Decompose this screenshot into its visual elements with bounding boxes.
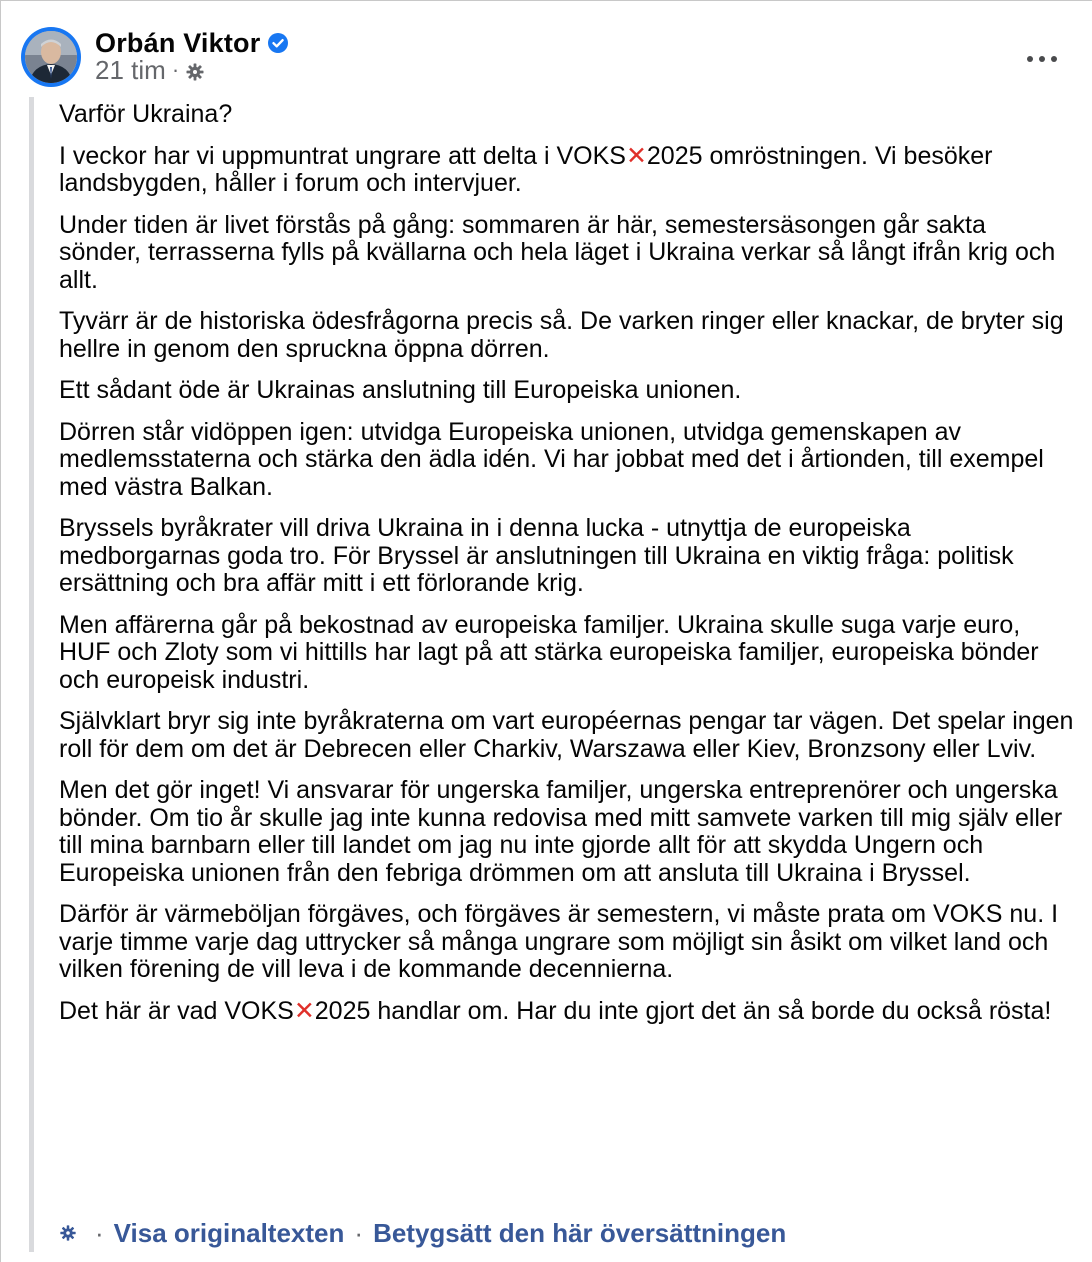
rate-translation-link[interactable]: Betygsätt den här översättningen [373,1217,787,1248]
meta-separator: · [171,57,180,82]
post-meta [95,54,205,85]
quote-bar [29,97,34,1252]
post-paragraph: Därför är värmeböljan förgäves, och förgäves är semestern, vi måste prata om VOKS nu. I varje timme varje dag uttrycker så många ungrare som möjligt sin åsikt om vilket land och vilken förening de vill leva i de kommande decennierna. [59,900,1059,983]
post-paragraph: Under tiden är livet förstås på gång: sommaren är här, semestersäsongen går sakta sönder, terrasserna fylls på kvällarna och hela läget i Ukraina verkar så långt ifrån krig och allt. [59,210,1056,294]
avatar-ring[interactable] [21,27,81,87]
post-paragraph [59,998,1074,1026]
post-paragraph [59,143,1074,198]
post-timestamp[interactable]: 21 tim [95,54,166,85]
red-x-emoji-icon: ✕ [293,996,315,1025]
footer-separator: · [354,1217,364,1248]
post-paragraph: Ett sådant öde är Ukrainas anslutning till Europeiska unionen. [59,376,742,404]
gear-icon [59,1224,77,1242]
more-dot [1027,56,1033,62]
post-paragraph: Självklart bryr sig inte byråkraterna om vart européernas pengar tar vägen. Det spelar ingen roll för dem om det är Debrecen eller Charkiv, Warszawa eller Kiev, Bronzsony eller Lviv. [59,707,1074,763]
post-header [21,27,1081,91]
paragraph-text: 2025 omröstningen. Vi besöker landsbygden, håller i forum och intervjuer. [59,141,993,197]
paragraph-text: 2025 handlar om. Har du inte gjort det än så borde du också rösta! [314,996,1052,1025]
author-line [95,29,288,57]
post-paragraph: Men affärerna går på bekostnad av europeiska familjer. Ukraina skulle suga varje euro, HUF och Zloty som vi hittills har lagt på att stärka europeiska familjer, europeiska bönder och europeisk industri. [59,610,1039,694]
gear-icon[interactable] [185,62,205,82]
avatar[interactable] [25,31,77,83]
paragraph-text: I veckor har vi uppmuntrat ungrare att delta i VOKS [59,141,626,170]
post-paragraph: Varför Ukraina? [59,100,233,128]
see-original-link[interactable]: Visa originaltexten [113,1217,345,1248]
avatar-photo-icon [25,31,77,83]
translation-footer [59,1215,786,1251]
paragraph-text: Det här är vad VOKS [59,996,294,1025]
post-paragraph: Dörren står vidöppen igen: utvidga Europeiska unionen, utvidga gemenskapen av medlemsstaterna och stärka den ädla idén. Vi har jobbat med det i årtionden, till exempel med västra Balkan. [59,417,1044,501]
red-x-emoji-icon: ✕ [625,141,647,170]
post-body [59,101,1074,1039]
verified-badge-icon [268,33,288,53]
footer-separator: · [95,1217,104,1248]
post-paragraph: Men det gör inget! Vi ansvarar för ungerska familjer, ungerska entreprenörer och ungerska bönder. Om tio år skulle jag inte kunna redovisa med mitt samvete varken till mig själv eller till mina barnbarn eller till landet om jag nu inte gjorde allt för att skydda Ungern och Europeiska unionen från den febriga drömmen om att ansluta till Ukraina i Bryssel. [59,776,1063,887]
more-dot [1051,56,1057,62]
more-dot [1039,56,1045,62]
post-paragraph: Bryssels byråkrater vill driva Ukraina in i denna lucka - utnyttja de europeiska medborgarnas goda tro. För Bryssel är anslutningen till Ukraina en viktig fråga: politisk ersättning och bra affär mitt i ett förlorande krig. [59,514,1014,597]
more-options-icon[interactable] [1027,49,1057,69]
author-name[interactable]: Orbán Viktor [95,27,261,58]
post-paragraph: Tyvärr är de historiska ödesfrågorna precis så. De varken ringer eller knackar, de bryter sig hellre in genom den spruckna öppna dörren. [59,307,1064,363]
